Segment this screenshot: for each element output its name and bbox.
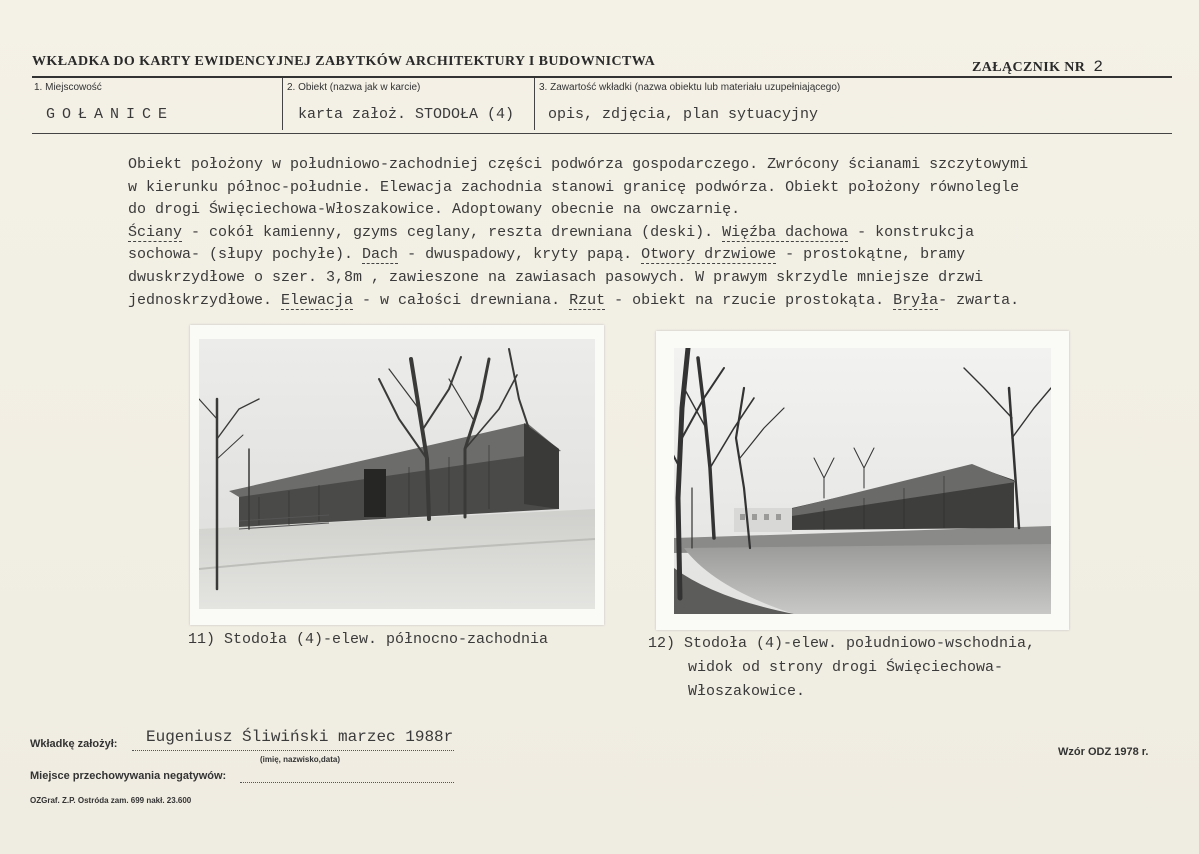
form-title: WKŁADKA DO KARTY EWIDENCYJNEJ ZABYTKÓW ARCHITEKTURY I BUDOWNICTWA	[32, 54, 656, 69]
description-fragment: sochowa- (słupy pochyłe).	[128, 246, 363, 264]
description-fragment: - w całości drewniana.	[353, 291, 570, 309]
description-fragment: - konstrukcja	[848, 223, 975, 241]
form-model: Wzór ODZ 1978 r.	[1058, 746, 1149, 758]
term-massing: Bryła	[893, 291, 939, 309]
author-label: Wkładkę założył:	[30, 738, 118, 750]
object-label: 2. Obiekt (nazwa jak w karcie)	[287, 82, 421, 93]
description-fragment: - zwarta.	[938, 291, 1020, 309]
description-line: do drogi Święciechowa-Włoszakowice. Adoptowany obecnie na owczarnię.	[128, 201, 741, 219]
term-elevation: Elewacja	[281, 291, 354, 309]
caption-line: widok od strony drogi Święciechowa-	[688, 659, 1004, 676]
attachment-number	[972, 58, 1103, 76]
description-fragment: - cokół kamienny, gzyms ceglany, reszta drewniana (deski).	[182, 223, 723, 241]
caption-line: 12) Stodoła (4)-elew. południowo-wschodnia,	[648, 635, 1036, 652]
description-fragment: - obiekt na rzucie prostokąta.	[605, 291, 894, 309]
author-value: Eugeniusz Śliwiński marzec 1988r	[146, 728, 454, 746]
field-divider	[282, 78, 283, 130]
attachment-value: 2	[1093, 58, 1104, 76]
description-line	[128, 290, 1138, 313]
storage-label: Miejsce przechowywania negatywów:	[30, 770, 227, 782]
field-divider	[534, 78, 535, 130]
photo-barn-northwest	[190, 325, 604, 625]
term-door-openings: Otwory drzwiowe	[641, 246, 777, 264]
locality-value: GOŁANICE	[46, 106, 175, 123]
description-line: dwuskrzydłowe o szer. 3,8m , zawieszone na zawiasach pasowych. W prawym skrzydle mniejsze drzwi	[128, 268, 984, 286]
term-roof: Dach	[362, 246, 399, 264]
fields-rule	[32, 133, 1172, 134]
description-line	[128, 222, 1138, 245]
photo-1-caption: 11) Stodoła (4)-elew. północno-zachodnia	[188, 631, 549, 648]
term-walls: Ściany	[128, 223, 183, 241]
term-roof-truss: Więźba dachowa	[722, 223, 849, 241]
caption-line: Włoszakowice.	[688, 683, 806, 700]
print-info: OZGraf. Z.P. Ostróda zam. 699 nakł. 23.600	[30, 796, 192, 805]
description-line: w kierunku północ-południe. Elewacja zachodnia stanowi granicę podwórza. Obiekt położony równolegle	[128, 178, 1020, 196]
header-rule	[32, 76, 1172, 78]
description-fragment: jednoskrzydłowe.	[128, 291, 282, 309]
photo-barn-southeast	[656, 331, 1069, 630]
author-hint: (imię, nazwisko,data)	[260, 755, 341, 764]
author-dotted-line	[132, 750, 454, 751]
attachment-label: ZAŁĄCZNIK NR	[972, 60, 1086, 75]
description-line: Obiekt położony w południowo-zachodniej części podwórza gospodarczego. Zwrócony ścianami szczytowymi	[128, 156, 1029, 173]
description-fragment: - prostokątne, bramy	[776, 246, 966, 264]
locality-label: 1. Miejscowość	[34, 82, 102, 93]
term-plan: Rzut	[569, 291, 606, 309]
description-line	[128, 244, 1138, 267]
barn-road-photo-image	[674, 348, 1051, 614]
content-value: opis, zdjęcia, plan sytuacyjny	[548, 106, 819, 123]
barn-photo-image	[199, 339, 595, 609]
object-value: karta założ. STODOŁA (4)	[298, 106, 515, 123]
storage-dotted-line	[240, 782, 454, 783]
photo-2-caption	[648, 632, 1035, 704]
content-label: 3. Zawartość wkładki (nazwa obiektu lub materiału uzupełniającego)	[539, 82, 841, 93]
description-text	[128, 154, 1138, 312]
description-fragment: - dwuspadowy, kryty papą.	[398, 246, 642, 264]
